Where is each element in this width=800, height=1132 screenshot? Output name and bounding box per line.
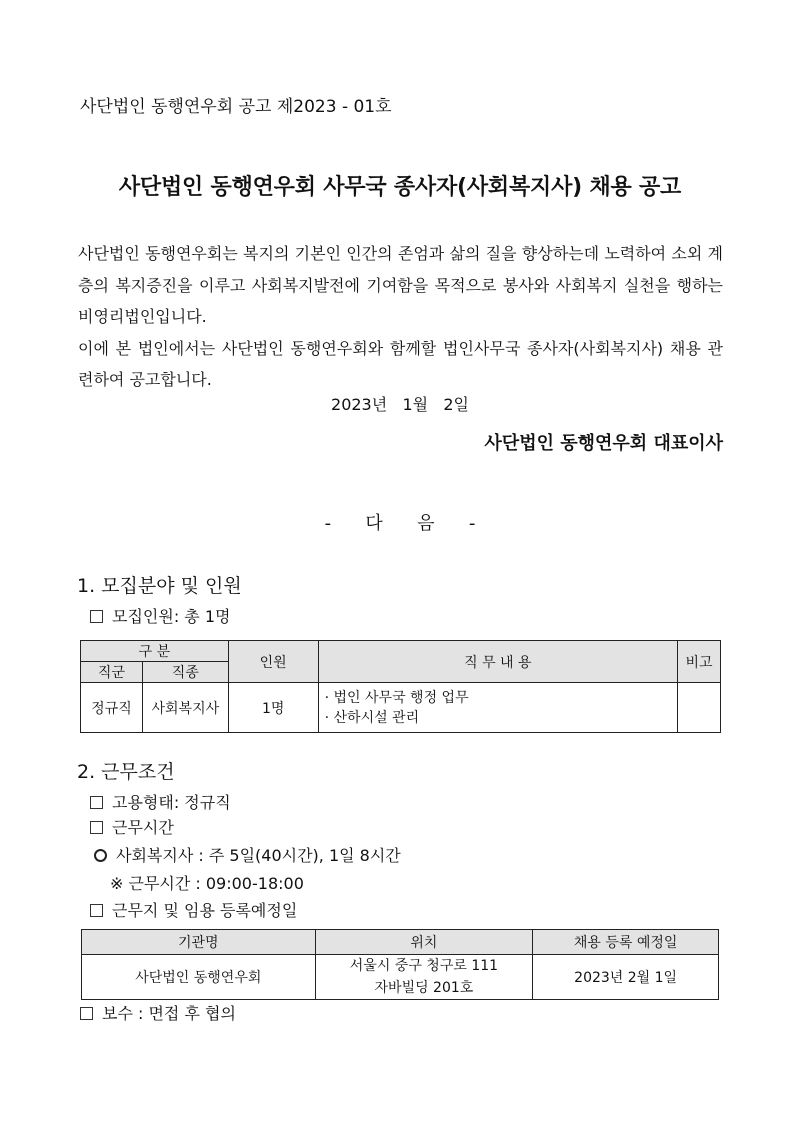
header-grade: 직군 bbox=[81, 662, 143, 683]
cell-register-date: 2023년 2월 1일 bbox=[533, 955, 719, 1000]
hours-detail-line bbox=[94, 843, 401, 866]
cell-org: 사단법인 동행연우회 bbox=[82, 955, 316, 1000]
pay-line bbox=[80, 1001, 236, 1024]
header-org: 기관명 bbox=[82, 930, 316, 955]
header-type: 직종 bbox=[142, 662, 228, 683]
header-count: 인원 bbox=[228, 641, 318, 683]
checkbox-square-icon bbox=[90, 904, 103, 917]
checkbox-square-icon bbox=[90, 610, 103, 623]
header-category: 구 분 bbox=[81, 641, 229, 662]
location-line-2: 자바빌딩 201호 bbox=[374, 980, 474, 996]
recruit-table bbox=[80, 640, 721, 733]
duty-item: · 법인 사무국 행정 업무 bbox=[324, 689, 469, 706]
hours-line bbox=[90, 815, 174, 838]
checkbox-square-icon bbox=[90, 821, 103, 834]
table-row bbox=[81, 683, 721, 733]
header-duty: 직 무 내 용 bbox=[318, 641, 677, 683]
intro-text bbox=[78, 238, 723, 396]
recruit-count-text: 모집인원: 총 1명 bbox=[112, 607, 231, 626]
place-label: 근무지 및 임용 등록예정일 bbox=[112, 901, 298, 920]
circle-bullet-icon bbox=[94, 849, 107, 862]
intro-paragraph-2: 이에 본 법인에서는 사단법인 동행연우회와 함께할 법인사무국 종사자(사회복지사) 채용 관련하여 공고합니다. bbox=[78, 338, 723, 389]
recruit-count-line bbox=[90, 604, 230, 627]
signature: 사단법인 동행연우회 대표이사 bbox=[484, 433, 723, 454]
page-title: 사단법인 동행연우회 사무국 종사자(사회복지사) 채용 공고 bbox=[118, 175, 682, 200]
pay-text: 보수 : 면접 후 협의 bbox=[102, 1004, 236, 1023]
hours-detail-text: 사회복지사 : 주 5일(40시간), 1일 8시간 bbox=[116, 846, 401, 865]
location-line-1: 서울시 중구 청구로 111 bbox=[349, 958, 499, 974]
duty-item: · 산하시설 관리 bbox=[324, 709, 420, 726]
next-heading: - 다 음 - bbox=[324, 513, 476, 534]
cell-grade: 정규직 bbox=[81, 683, 143, 733]
checkbox-square-icon bbox=[90, 796, 103, 809]
cell-duty bbox=[318, 683, 677, 733]
employment-text: 고용형태: 정규직 bbox=[112, 793, 231, 812]
notice-number: 사단법인 동행연우회 공고 제2023 - 01호 bbox=[80, 97, 392, 117]
workplace-table bbox=[81, 929, 719, 1000]
hours-label: 근무시간 bbox=[112, 818, 174, 837]
cell-location bbox=[315, 955, 533, 1000]
header-location: 위치 bbox=[315, 930, 533, 955]
employment-line bbox=[90, 790, 231, 813]
section-1-heading: 1. 모집분야 및 인원 bbox=[77, 575, 242, 597]
cell-count: 1명 bbox=[228, 683, 318, 733]
table-row bbox=[82, 955, 719, 1000]
header-register-date: 채용 등록 예정일 bbox=[533, 930, 719, 955]
header-note: 비고 bbox=[678, 641, 721, 683]
place-line bbox=[90, 898, 297, 921]
checkbox-square-icon bbox=[80, 1007, 93, 1020]
section-2-heading: 2. 근무조건 bbox=[77, 761, 175, 783]
cell-type: 사회복지사 bbox=[142, 683, 228, 733]
cell-note bbox=[678, 683, 721, 733]
hours-note: ※ 근무시간 : 09:00-18:00 bbox=[110, 874, 304, 893]
notice-date: 2023년 1월 2일 bbox=[331, 395, 469, 414]
intro-paragraph-1: 사단법인 동행연우회는 복지의 기본인 인간의 존엄과 삶의 질을 향상하는데 노력하여 소외 계층의 복지증진을 이루고 사회복지발전에 기여함을 목적으로 봉사와 사회복지 실천을 행하는 비영리법인입니다. bbox=[78, 244, 723, 326]
